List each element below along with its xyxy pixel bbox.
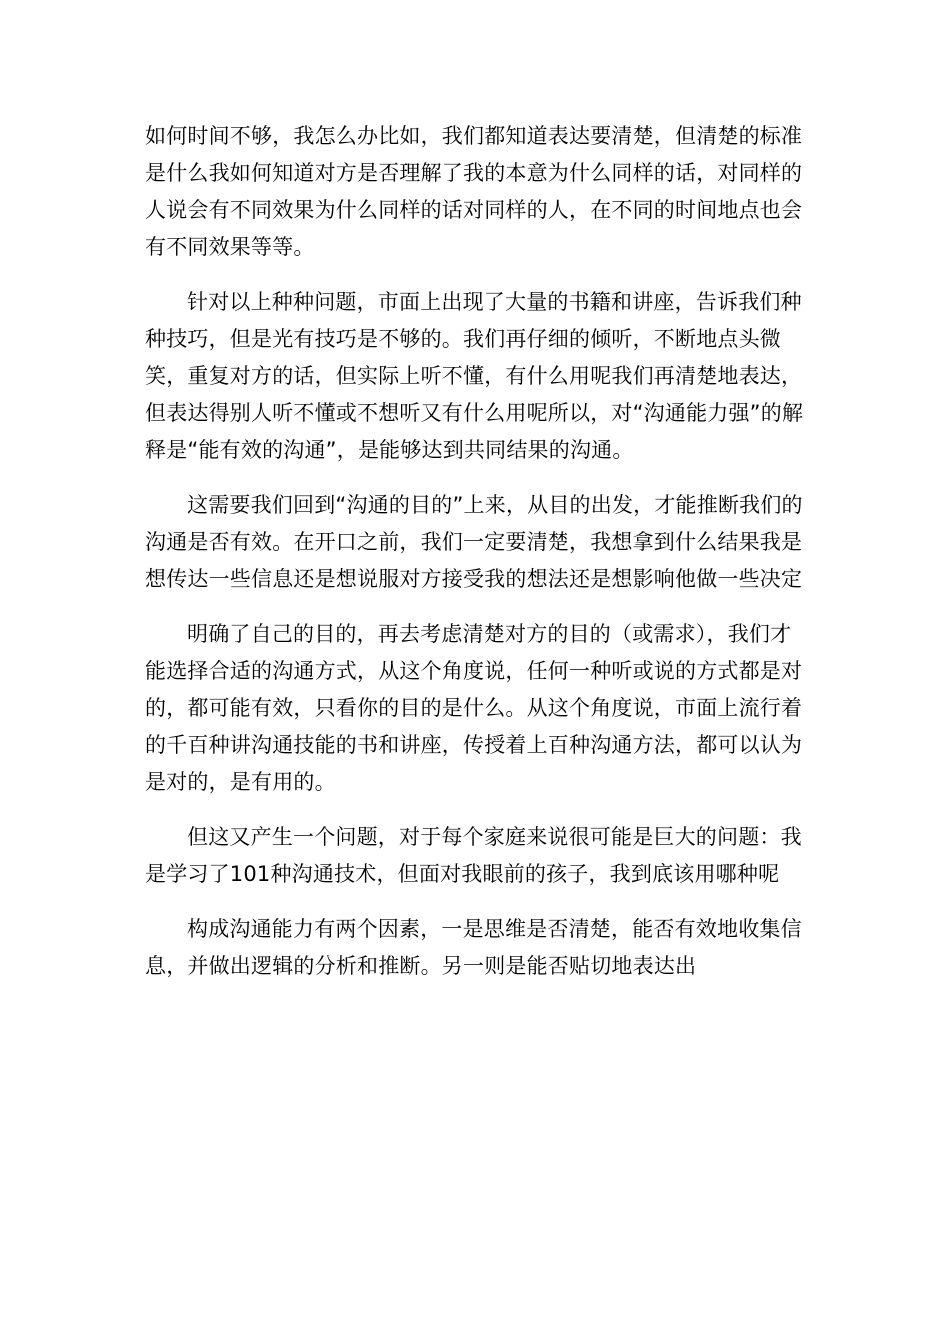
paragraph-2: 针对以上种种问题，市面上出现了大量的书籍和讲座，告诉我们种种技巧，但是光有技巧是不够的。我们再仔细的倾听，不断地点头微笑，重复对方的话，但实际上听不懂，有什么用呢我们再清楚地表达，但表达得别人听不懂或不想听又有什么用呢所以，对“沟通能力强”的解释是“能有效的沟通”，是能够达到共同结果的沟通。	[145, 290, 804, 462]
paragraph-6: 构成沟通能力有两个因素，一是思维是否清楚，能否有效地收集信息，并做出逻辑的分析和推断。另一则是能否贴切地表达出	[145, 917, 802, 978]
paragraph-4: 明确了自己的目的，再去考虑清楚对方的目的（或需求），我们才能选择合适的沟通方式，从这个角度说，任何一种听或说的方式都是对的，都可能有效，只看你的目的是什么。从这个角度说，市面上流行着的千百种讲沟通技能的书和讲座，传授着上百种沟通方法，都可以认为是对的，是有用的。	[145, 622, 803, 794]
paragraph-1: 如何时间不够，我怎么办比如，我们都知道表达要清楚，但清楚的标准是什么我如何知道对方是否理解了我的本意为什么同样的话，对同样的人说会有不同效果为什么同样的话对同样的人，在不同的时间地点也会有不同效果等等。	[145, 124, 803, 259]
document-body	[145, 118, 805, 1003]
paragraph-3: 这需要我们回到“沟通的目的”上来，从目的出发，才能推断我们的沟通是否有效。在开口之前，我们一定要清楚，我想拿到什么结果我是想传达一些信息还是想说服对方接受我的想法还是想影响他做一些决定	[145, 493, 803, 591]
paragraph-5: 但这又产生一个问题，对于每个家庭来说很可能是巨大的问题：我是学习了101种沟通技术，但面对我眼前的孩子，我到底该用哪种呢	[145, 825, 802, 886]
